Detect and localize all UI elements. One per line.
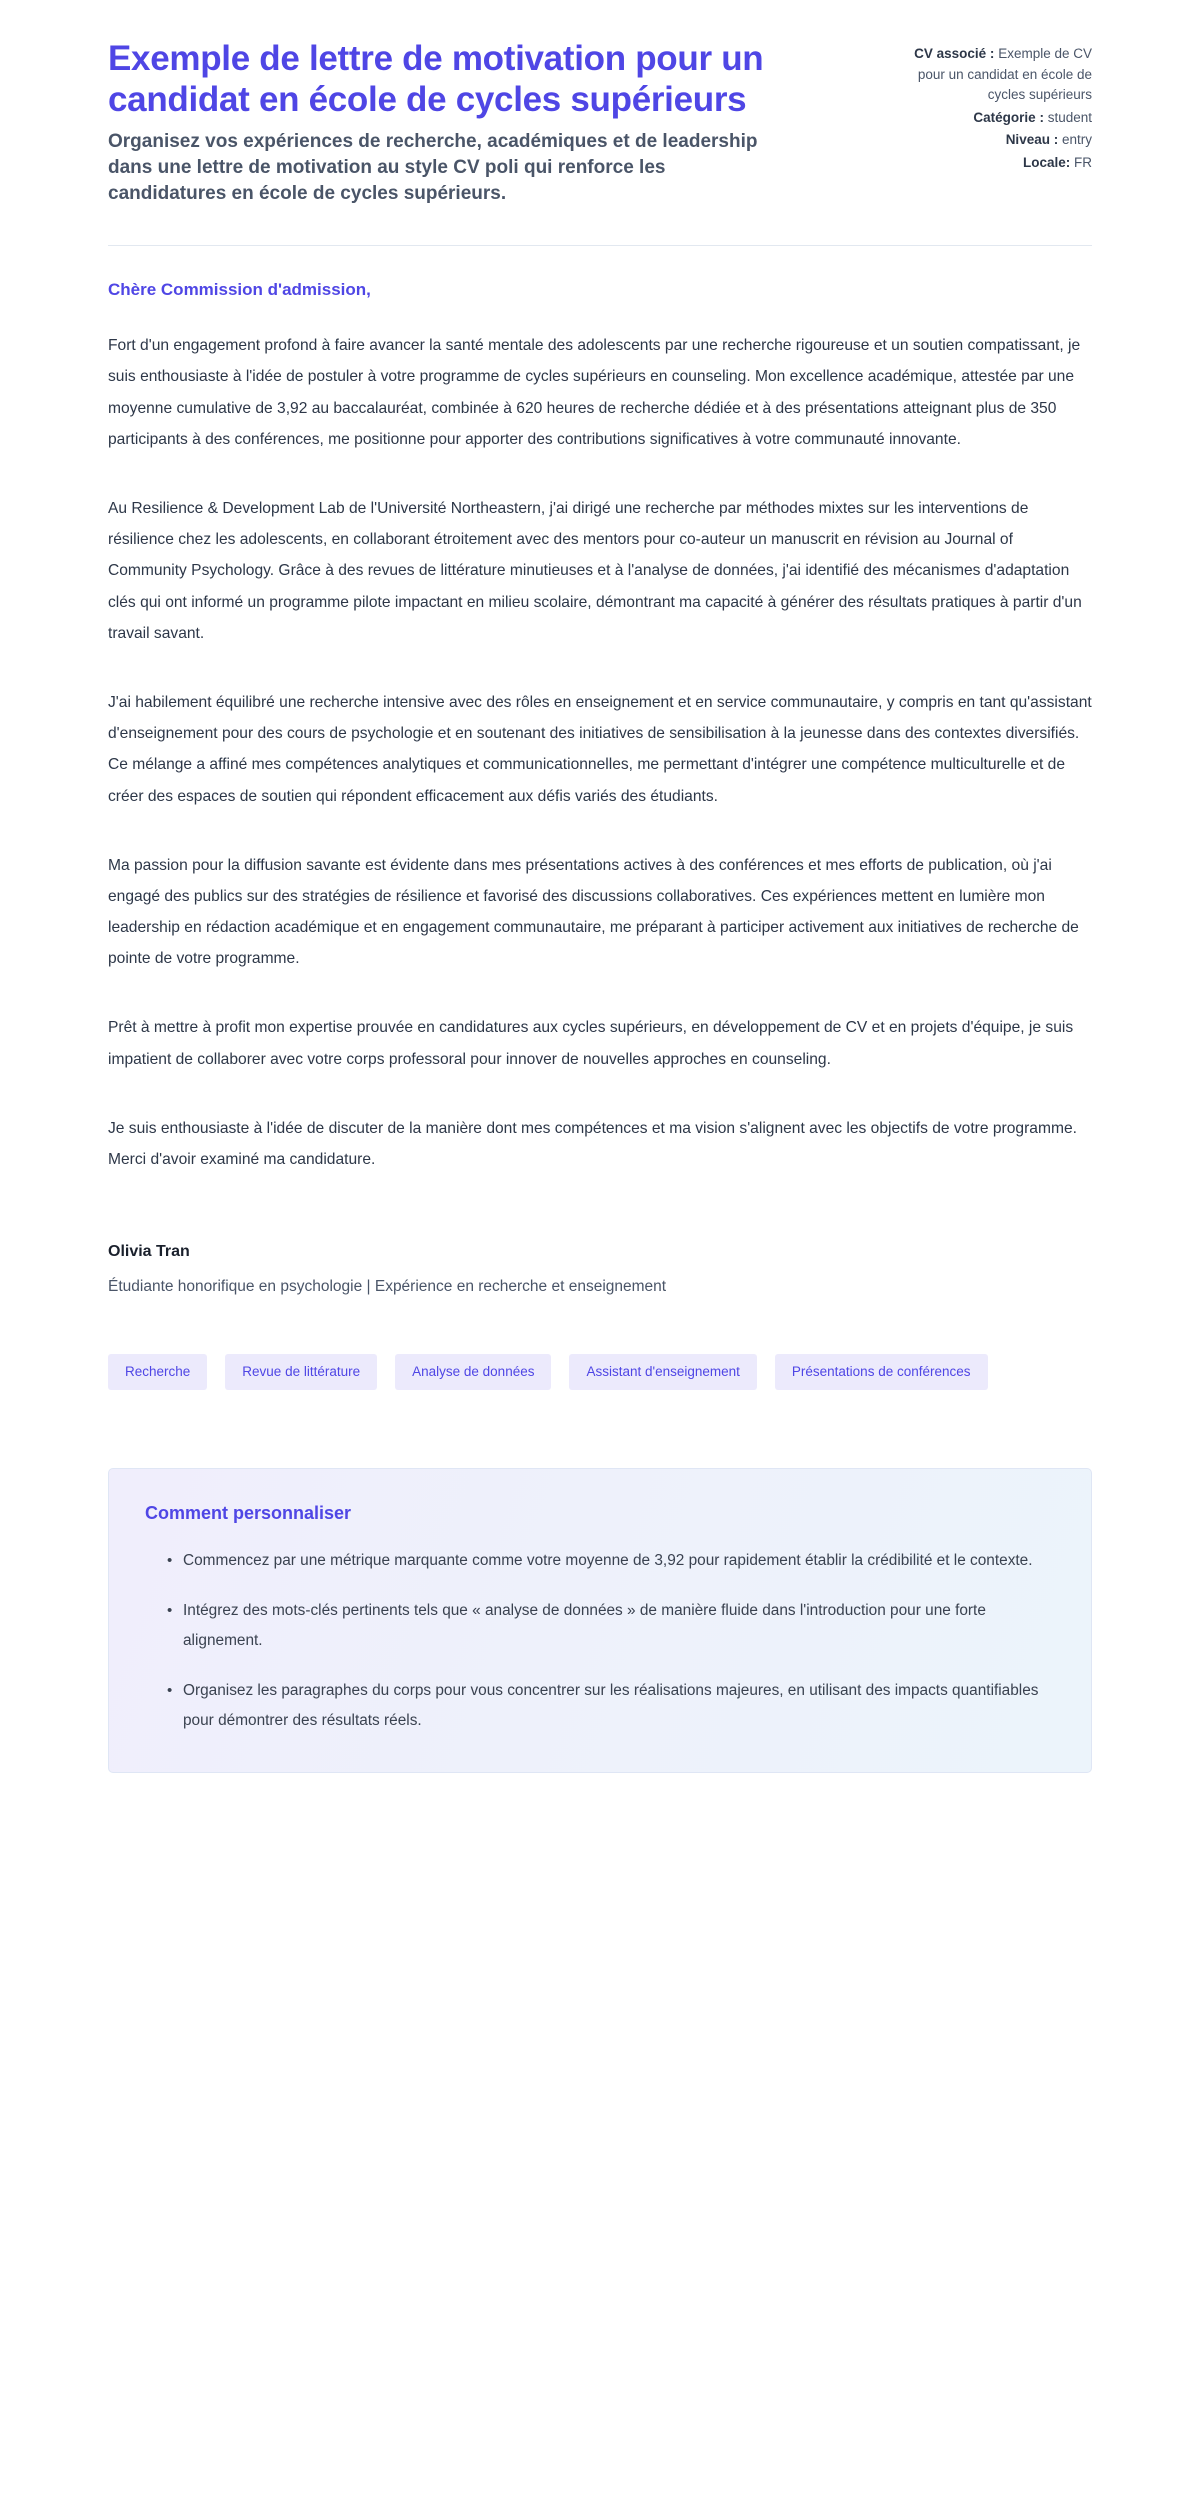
metadata-value: FR xyxy=(1074,154,1092,170)
letter-paragraph: Je suis enthousiaste à l'idée de discuter de la manière dont mes compétences et ma vision s'alignent avec les objectifs de votre programme. Merci d'avoir examiné ma candidature. xyxy=(108,1119,1077,1168)
metadata-row-category xyxy=(887,108,1092,129)
skill-tag-list xyxy=(108,1354,988,1390)
metadata-value: student xyxy=(1047,109,1092,125)
metadata-label: Catégorie : xyxy=(973,109,1044,125)
letter-paragraph: Ma passion pour la diffusion savante est évidente dans mes présentations actives à des conférences et mes efforts de publication, où j'ai engagé des publics sur des stratégies de résilience et favorisé des discussions collaboratives. Ces expériences mettent en lumière mon leadership en rédaction académique et en engagement communautaire, me préparant à participer activement aux initiatives de recherche de pointe de votre programme. xyxy=(108,856,1079,968)
metadata-row-locale xyxy=(887,153,1092,174)
metadata-value: Exemple de CV pour un candidat en école de cycles supérieurs xyxy=(917,46,1092,103)
metadata-row-related-resume xyxy=(887,44,1092,106)
letter-salutation: Chère Commission d'admission, xyxy=(108,280,371,300)
callout-tip-item: • Intégrez des mots-clés pertinents tels que « analyse de données » de manière fluide dans l'introduction pour une forte alignement. xyxy=(167,1596,1055,1656)
callout-tip-item: • Organisez les paragraphes du corps pour vous concentrer sur les réalisations majeures, en utilisant des impacts quantifiables pour démontrer des résultats réels. xyxy=(167,1676,1055,1736)
cover-letter-body xyxy=(108,246,1092,1298)
letter-signature xyxy=(108,1243,1092,1298)
page-subtitle: Organisez vos expériences de recherche, académiques et de leadership dans une lettre de motivation au style CV poli qui renforce les candidatures en école de cycles supérieurs. xyxy=(108,130,758,205)
letter-paragraph: Au Resilience & Development Lab de l'Université Northeastern, j'ai dirigé une recherche par méthodes mixtes sur les interventions de résilience chez les adolescents, en collaborant étroitement avec des mentors pour co-auteur un manuscrit en révision au Journal of Community Psychology. Grâce à des revues de littérature minutieuses et à l'analyse de données, j'ai identifié des mécanismes d'adaptation clés qui ont informé un programme pilote impactant en milieu scolaire, démontrant ma capacité à générer des résultats pratiques à partir d'un travail savant. xyxy=(108,500,1082,642)
skill-tag[interactable]: Assistant d'enseignement xyxy=(569,1354,756,1390)
metadata-value: entry xyxy=(1061,132,1092,148)
skill-tag[interactable]: Revue de littérature xyxy=(225,1354,377,1390)
document-header xyxy=(108,38,1092,207)
metadata-row-level xyxy=(887,130,1092,151)
metadata-label: Niveau : xyxy=(1005,132,1059,148)
page-title: Exemple de lettre de motivation pour un candidat en école de cycles supérieurs xyxy=(108,39,764,120)
metadata-label: Locale: xyxy=(1022,154,1071,170)
callout-title: Comment personnaliser xyxy=(145,1502,352,1523)
callout-tip-item: • Commencez par une métrique marquante comme votre moyenne de 3,92 pour rapidement établir la crédibilité et le contexte. xyxy=(167,1546,1055,1576)
skill-tag[interactable]: Recherche xyxy=(108,1354,207,1390)
document-metadata xyxy=(887,38,1092,175)
header-text-block xyxy=(108,38,847,207)
signature-role: Étudiante honorifique en psychologie | Expérience en recherche et enseignement xyxy=(108,1278,667,1296)
skill-tag[interactable]: Analyse de données xyxy=(395,1354,551,1390)
letter-paragraph: Prêt à mettre à profit mon expertise prouvée en candidatures aux cycles supérieurs, en développement de CV et en projets d'équipe, je suis impatient de collaborer avec votre corps professoral pour innover de nouvelles approches en counseling. xyxy=(108,1019,1074,1068)
skill-tag[interactable]: Présentations de conférences xyxy=(775,1354,988,1390)
signature-name: Olivia Tran xyxy=(108,1243,190,1261)
callout-tip-list xyxy=(145,1546,1055,1736)
letter-paragraph: Fort d'un engagement profond à faire avancer la santé mentale des adolescents par une recherche rigoureuse et un soutien compatissant, je suis enthousiaste à l'idée de postuler à votre programme de cycles supérieurs en counseling. Mon excellence académique, attestée par une moyenne cumulative de 3,92 au baccalauréat, combinée à 620 heures de recherche dédiée et à des présentations atteignant plus de 350 participants à des conférences, me positionne pour apporter des contributions significatives à votre communauté innovante. xyxy=(108,337,1081,448)
customization-callout xyxy=(108,1468,1092,1773)
letter-paragraph: J'ai habilement équilibré une recherche intensive avec des rôles en enseignement et en service communautaire, y compris en tant qu'assistant d'enseignement pour des cours de psychologie et en soutenant des initiatives de sensibilisation à la jeunesse dans des contextes diversifiés. Ce mélange a affiné mes compétences analytiques et communicationnelles, me permettant d'intégrer une compétence multiculturelle et de créer des espaces de soutien qui répondent efficacement aux défis variés des étudiants. xyxy=(108,693,1092,805)
metadata-label: CV associé : xyxy=(914,46,995,61)
